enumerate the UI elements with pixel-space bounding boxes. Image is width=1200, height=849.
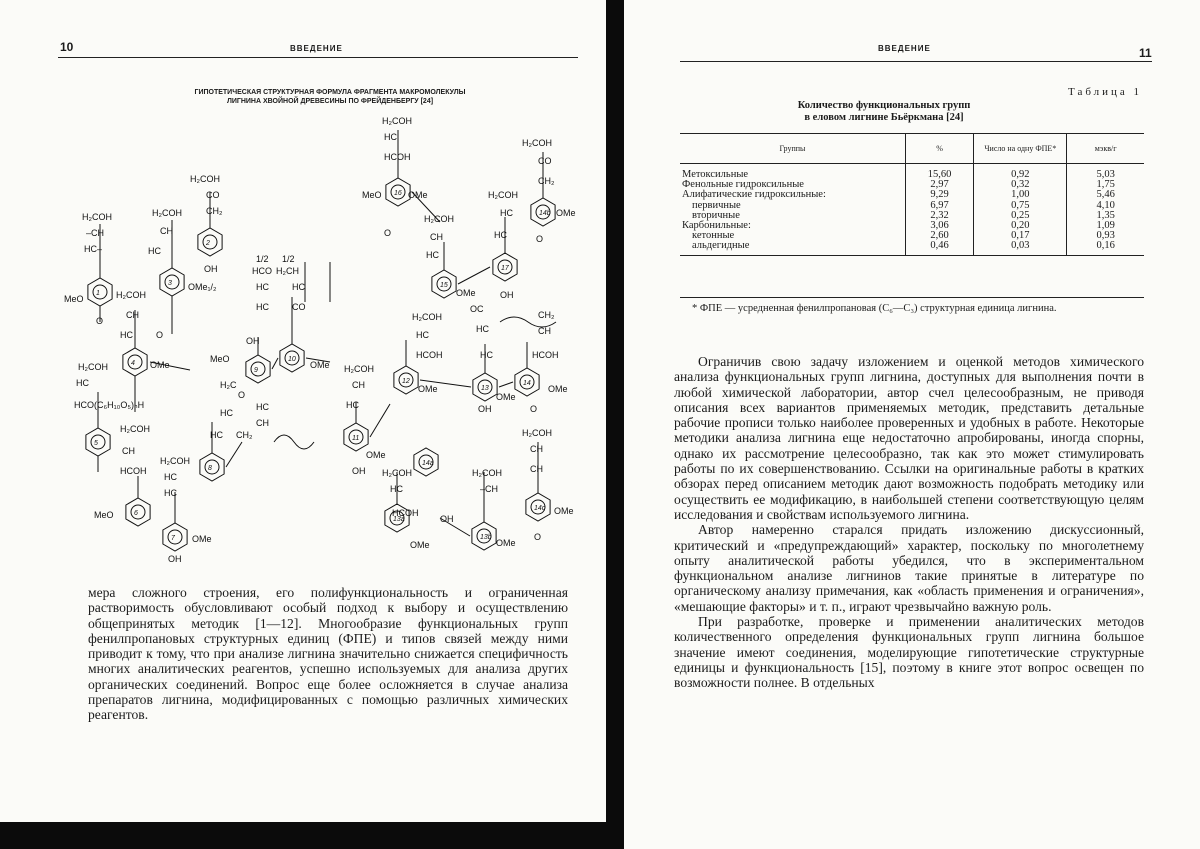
- atom-label: –CH: [86, 228, 105, 238]
- unit-number: 17: [501, 265, 509, 272]
- atom-label: HCOH: [120, 466, 147, 476]
- bond: [370, 404, 390, 437]
- atom-label: OMe: [496, 538, 516, 548]
- cell-group: первичные: [692, 199, 741, 211]
- atom-label: OH: [478, 404, 492, 414]
- ring-bond: [274, 435, 314, 449]
- atom-label: H₂COH: [424, 214, 454, 224]
- benzene-ring: [198, 228, 222, 256]
- atom-label: 1/2: [282, 254, 295, 264]
- running-head: ВВЕДЕНИЕ: [290, 44, 343, 53]
- table-row: [680, 201, 1144, 211]
- benzene-ring: [86, 428, 110, 456]
- body-text: [674, 354, 1144, 691]
- benzene-ring: [200, 453, 224, 481]
- atom-label: CO: [538, 156, 552, 166]
- atom-label: OMe: [556, 208, 576, 218]
- table-row: [680, 221, 1144, 231]
- functional-groups-table: [680, 133, 1144, 256]
- atom-label: H₂COH: [472, 468, 502, 478]
- unit-number: 13b: [480, 534, 492, 541]
- atom-label: O: [530, 404, 538, 414]
- table-label: Таблица 1: [1068, 86, 1143, 98]
- header-rule: [680, 61, 1152, 62]
- footnote: [680, 302, 1144, 315]
- cell-meq: 0,93: [1067, 231, 1144, 241]
- atom-label: CH: [538, 326, 551, 336]
- atom-label: O: [96, 316, 104, 326]
- atom-label: CH: [352, 380, 365, 390]
- table-row: [680, 231, 1144, 241]
- benzene-ring: [126, 498, 150, 526]
- atom-label: H₂COH: [82, 212, 112, 222]
- unit-number: 14a: [422, 460, 434, 467]
- atom-label: HC: [220, 408, 233, 418]
- unit-number: 2: [206, 240, 210, 247]
- bond: [499, 382, 513, 387]
- paragraph: Автор намеренно старался придать изложению дискуссионный, критический и «предупреждающий» характер, поскольку по многолетнему опыту аналитической работы убедился, что в экспериментальном функциональном анализе лигнинов такие принятые в литературе по органическому анализу примечания, как «область применения и ограничения», «мешающие факторы» и т. п., играют чрезвычайно важную роль.: [674, 522, 1144, 614]
- atom-label: CH: [430, 232, 443, 242]
- unit-number: 16: [394, 190, 402, 197]
- atom-label: HC: [256, 402, 269, 412]
- atom-label: O: [536, 234, 544, 244]
- atom-label: –CH: [480, 484, 499, 494]
- atom-label: HC–: [84, 244, 103, 254]
- cell-meq: 1,35: [1067, 211, 1144, 221]
- atom-label: HC: [120, 330, 133, 340]
- atom-label: OH: [246, 336, 260, 346]
- atom-label: OMe: [548, 384, 568, 394]
- atom-label: 1/2: [256, 254, 269, 264]
- atom-label: HCOH: [532, 350, 559, 360]
- cell-per-unit: 0,92: [974, 164, 1067, 181]
- atom-label: H₂C: [220, 380, 237, 390]
- header-groups: Группы: [680, 134, 905, 164]
- figure-caption-line: ЛИГНИНА ХВОЙНОЙ ДРЕВЕСИНЫ ПО ФРЕЙДЕНБЕРГУ [24]: [226, 98, 434, 105]
- atom-label: MeO: [210, 354, 230, 364]
- atom-label: OH: [352, 466, 366, 476]
- cell-per-unit: 0,75: [974, 201, 1067, 211]
- benzene-ring: [246, 355, 270, 383]
- cell-per-unit: 0,32: [974, 180, 1067, 190]
- cell-pct: 2,32: [905, 211, 974, 221]
- benzene-ring: [88, 278, 112, 306]
- unit-number: 13a: [393, 516, 405, 523]
- cell-group: кетонные: [692, 230, 735, 242]
- atom-label: H₂COH: [160, 456, 190, 466]
- unit-number: 10: [288, 356, 296, 363]
- unit-number: 14c: [534, 505, 546, 512]
- figure-caption-line: ГИПОТЕТИЧЕСКАЯ СТРУКТУРНАЯ ФОРМУЛА ФРАГМЕНТА МАКРОМОЛЕКУЛЫ: [194, 89, 466, 96]
- body-paragraph: [88, 585, 568, 723]
- atom-label: HC: [480, 350, 493, 360]
- paragraph: мера сложного строения, его полифункциональность и ограниченная растворимость обусловливают особый подход к выбору и осуществлению общепринятых методик [1—12]. Многообразие функциональных групп фенилпропановых структурных единиц (ФПЕ) и типов связей между ними приводит к тому, что при анализе лигнина значительно снижается специфичность многих аналитических реагентов, успешно используемых для анализа других органических соединений. Вопрос еще более осложняется в случае анализа препаратов лигнина, модифицированных с помощью различных химических реагентов.: [88, 585, 568, 723]
- cell-group: Карбонильные:: [682, 220, 751, 232]
- unit-number: 5: [94, 440, 98, 447]
- atom-label: HCO(C₆H₁₀O₅)ₙH: [74, 400, 145, 410]
- cell-meq: 1,09: [1067, 221, 1144, 231]
- header-meq: мэкв/г: [1067, 134, 1144, 164]
- atom-label: HCOH: [384, 152, 411, 162]
- atom-label: CH₂: [236, 430, 253, 440]
- atom-label: OMe₁/₂: [188, 282, 217, 292]
- atom-label: CO: [206, 190, 220, 200]
- table-title: [744, 100, 1024, 124]
- unit-number: 14b: [539, 210, 551, 217]
- running-head: ВВЕДЕНИЕ: [878, 44, 931, 53]
- atom-label: CH: [530, 464, 543, 474]
- atom-label: HCOH: [392, 508, 419, 518]
- atom-label: HC: [426, 250, 439, 260]
- atom-label: HC: [390, 484, 403, 494]
- atom-label: MeO: [362, 190, 382, 200]
- table-row: [680, 190, 1144, 200]
- atom-label: HC: [164, 488, 177, 498]
- atom-label: OMe: [496, 392, 516, 402]
- cell-group: Метоксильные: [682, 169, 749, 180]
- atom-label: OMe: [150, 360, 170, 370]
- left-page: [0, 0, 606, 822]
- cell-per-unit: 0,20: [974, 221, 1067, 231]
- cell-pct: 9,29: [905, 190, 974, 200]
- atom-label: HC: [256, 282, 269, 292]
- page-number: 10: [60, 40, 74, 54]
- atom-label: H₂COH: [522, 138, 552, 148]
- atom-label: H₂COH: [190, 174, 220, 184]
- atom-label: O: [384, 228, 392, 238]
- atom-label: H₂COH: [382, 116, 412, 126]
- structural-formula: [60, 112, 600, 582]
- footnote-mark: * ФПЕ: [692, 303, 723, 314]
- atom-label: H₂COH: [78, 362, 108, 372]
- bond: [226, 442, 242, 467]
- atom-label: H₂COH: [120, 424, 150, 434]
- atom-label: CH₂: [538, 176, 555, 186]
- unit-number: 3: [168, 280, 172, 287]
- table-header-row: [680, 134, 1144, 164]
- header-rule: [58, 57, 578, 58]
- atom-label: H₂COH: [382, 468, 412, 478]
- atom-label: H₂COH: [488, 190, 518, 200]
- atom-label: H₂COH: [344, 364, 374, 374]
- atom-label: OMe: [366, 450, 386, 460]
- cell-per-unit: 0,17: [974, 231, 1067, 241]
- atom-label: CH₂: [206, 206, 223, 216]
- cell-meq: 1,75: [1067, 180, 1144, 190]
- cell-pct: 3,06: [905, 221, 974, 231]
- cell-per-unit: 1,00: [974, 190, 1067, 200]
- unit-number: 15: [440, 282, 448, 289]
- cell-pct: 15,60: [905, 164, 974, 181]
- atom-label: OH: [440, 514, 454, 524]
- unit-number: 1: [96, 290, 100, 297]
- cell-pct: 2,60: [905, 231, 974, 241]
- atom-labels: [64, 116, 576, 564]
- header-per-unit: Число на одну ФПЕ*: [974, 134, 1067, 164]
- atom-label: H₂COH: [152, 208, 182, 218]
- atom-label: HC: [292, 282, 305, 292]
- atom-label: OMe: [310, 360, 330, 370]
- benzene-ring: [163, 523, 187, 551]
- benzene-ring: [160, 268, 184, 296]
- unit-number: 4: [131, 360, 135, 367]
- paragraph: Ограничив свою задачу изложением и оценкой методов химического анализа функциональных групп лигнина, доступных для выполнения почти в любой химической лаборатории, автор счел целесообразным, не приводя описания всех вариантов применяемых методик, представить детальные рабочие прописи только наиболее проверенных и удобных в работе. Некоторые методики анализа лигнина еще недостаточно апробированы, иногда спорны, однако их рассмотрение целесообразно, так как это может стимулировать работы по их совершенствованию. Ссылки на оригинальные работы в кратких обзорах перед описанием методик дают возможность подобрать методику или осуществить ее модификацию, в наибольшей степени соответствующую целям исследования и свойствам используемого лигнина.: [674, 354, 1144, 522]
- cell-pct: 2,97: [905, 180, 974, 190]
- right-page: [624, 0, 1200, 849]
- atom-label: CH: [256, 418, 269, 428]
- atom-label: HC: [476, 324, 489, 334]
- benzene-ring: [123, 348, 147, 376]
- cell-meq: 5,03: [1067, 164, 1144, 181]
- atom-label: HC: [256, 302, 269, 312]
- unit-number: 8: [208, 465, 212, 472]
- footnote-text: — усредненная фенилпропановая (C₆—C₃) структурная единица лигнина.: [724, 303, 1057, 314]
- atom-label: OMe: [410, 540, 430, 550]
- page-number: 11: [1139, 46, 1152, 60]
- atom-label: OH: [168, 554, 182, 564]
- bond: [458, 267, 490, 284]
- atom-label: OMe: [408, 190, 428, 200]
- cell-per-unit: 0,25: [974, 211, 1067, 221]
- atom-label: H₂COH: [412, 312, 442, 322]
- atom-label: HC: [346, 400, 359, 410]
- atom-label: O: [238, 390, 246, 400]
- atom-label: H₂COH: [522, 428, 552, 438]
- paragraph: При разработке, проверке и применении аналитических методов количественного определения функциональных групп лигнина большое значение имеют соединения, моделирующие гипотетические структурные единицы и функциональность [15], поэтому в книге этот вопрос освещен по возможности полнее. В отдельных: [674, 614, 1144, 691]
- atom-label: OMe: [192, 534, 212, 544]
- cell-meq: 0,16: [1067, 241, 1144, 255]
- unit-number: 12: [402, 378, 410, 385]
- footnote-rule: [680, 297, 1144, 298]
- table-title-line: в еловом лигнине Бьёркмана [24]: [804, 112, 964, 123]
- atom-label: OMe: [418, 384, 438, 394]
- atom-label: MeO: [94, 510, 114, 520]
- unit-number: 11: [352, 435, 360, 442]
- cell-meq: 4,10: [1067, 201, 1144, 211]
- unit-number: 13: [481, 385, 489, 392]
- atom-label: HC: [416, 330, 429, 340]
- atom-label: HC: [384, 132, 397, 142]
- atom-label: HCOH: [416, 350, 443, 360]
- cell-pct: 0,46: [905, 241, 974, 255]
- atom-label: OC: [470, 304, 484, 314]
- unit-number: 7: [171, 535, 175, 542]
- atom-label: HC: [76, 378, 89, 388]
- cell-group: альдегидные: [680, 241, 905, 255]
- atom-label: CH₂: [538, 310, 555, 320]
- cell-group: Алифатические гидроксильные:: [682, 189, 826, 201]
- atom-label: HC: [148, 246, 161, 256]
- table-row: [680, 164, 1144, 181]
- atom-label: OH: [500, 290, 514, 300]
- atom-label: OMe: [456, 288, 476, 298]
- cell-meq: 5,46: [1067, 190, 1144, 200]
- atom-label: MeO: [64, 294, 84, 304]
- cell-group: вторичные: [692, 209, 740, 221]
- atom-label: CH: [160, 226, 173, 236]
- atom-label: CH: [126, 310, 139, 320]
- cell-per-unit: 0,03: [974, 241, 1067, 255]
- atom-label: OMe: [554, 506, 574, 516]
- atom-label: O: [156, 330, 164, 340]
- unit-number: 14: [523, 380, 531, 387]
- atom-label: O: [534, 532, 542, 542]
- atom-label: OH: [204, 264, 218, 274]
- cell-pct: 6,97: [905, 201, 974, 211]
- bond: [272, 358, 278, 369]
- atom-label: HC: [500, 208, 513, 218]
- unit-number: 6: [134, 510, 138, 517]
- atom-label: HC: [210, 430, 223, 440]
- atom-label: H₂CH: [276, 266, 299, 276]
- atom-label: H₂COH: [116, 290, 146, 300]
- figure-caption: [120, 88, 540, 106]
- atom-label: HC: [494, 230, 507, 240]
- table-row: [680, 241, 1144, 255]
- atom-label: HCO: [252, 266, 272, 276]
- unit-number: 9: [254, 367, 258, 374]
- cell-group: Фенольные гидроксильные: [682, 179, 804, 191]
- atom-label: CH: [530, 444, 543, 454]
- atom-label: HC: [164, 472, 177, 482]
- atom-label: CH: [122, 446, 135, 456]
- table-title-line: Количество функциональных групп: [797, 100, 971, 111]
- atom-label: CO: [292, 302, 306, 312]
- header-percent: %: [905, 134, 974, 164]
